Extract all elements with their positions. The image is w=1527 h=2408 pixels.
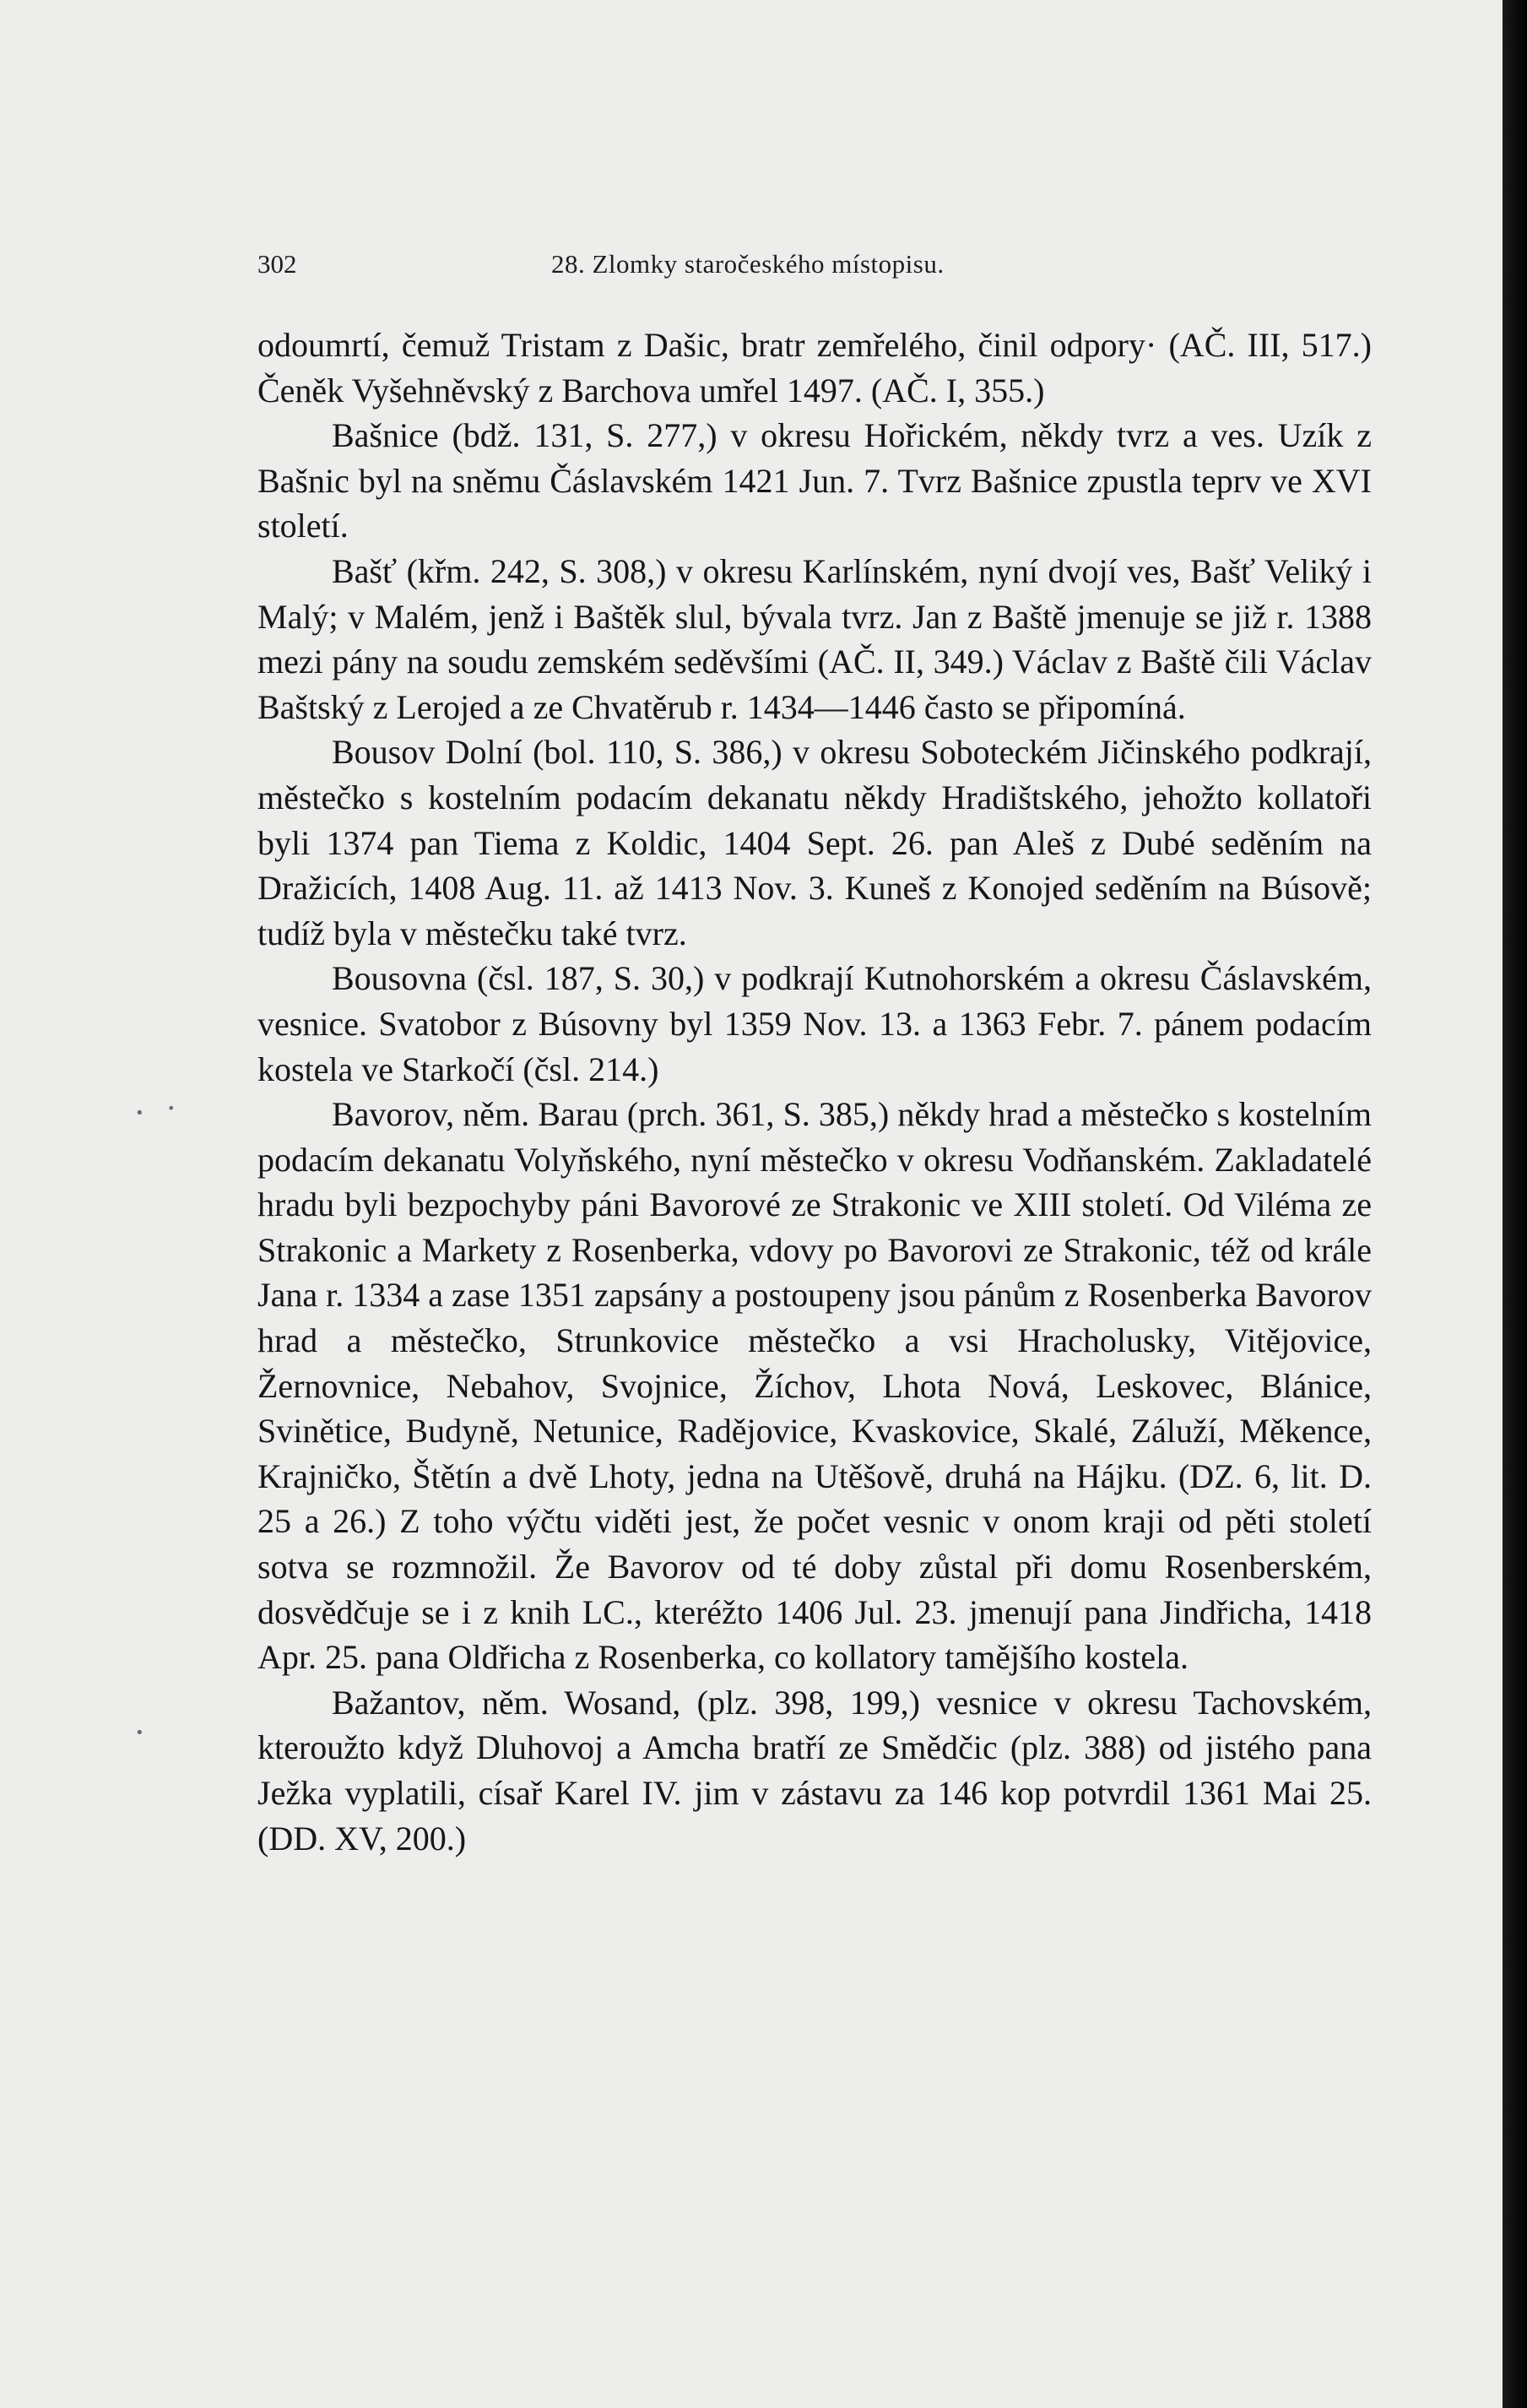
page-edge-shadow: [1503, 0, 1527, 2408]
chapter-title: 28. Zlomky staročeského místopisu.: [551, 249, 945, 279]
running-head: [257, 249, 1068, 287]
margin-speck: •: [135, 1104, 144, 1122]
entry-bavorov: Bavorov, něm. Barau (prch. 361, S. 385,) někdy hrad a městečko s kostelním podacím dekanatu Volyňského, nyní městečko v okresu Vodňanském. Zakladatelé hradu byli bezpochyby páni Bavorové ze Strakonic ve XIII století. Od Viléma ze Strakonic a Markety z Rosenberka, vdovy po Bavorovi ze Strakonic, též od krále Jana r. 1334 a zase 1351 zapsány a postoupeny jsou pánům z Rosenberka Bavorov hrad a městečko, Strunkovice městečko a vsi Hracholusky, Vitějovice, Žernovnice, Nebahov, Svojnice, Žíchov, Lhota Nová, Leskovec, Blánice, Svinětice, Budyně, Netunice, Radějovice, Kvaskovice, Skalé, Záluží, Měkence, Krajničko, Štětín a dvě Lhoty, jedna na Utěšově, druhá na Hájku. (DZ. 6, lit. D. 25 a 26.) Z toho výčtu viděti jest, že počet vesnic v onom kraji od pěti století sotva se rozmnožil. Že Bavorov od té doby zůstal při domu Rosenberském, dosvědčuje se i z knih LC., kteréžto 1406 Jul. 23. jmenují pana Jindřicha, 1418 Apr. 25. pana Oldřicha z Rosenberka, co kollatory tamějšího kostela.: [257, 1095, 1372, 1677]
paragraph-continuation: odoumrtí, čemuž Tristam z Dašic, bratr zemřelého, činil odpory· (AČ. III, 517.) Čeněk Vyšehněvský z Barchova umřel 1497. (AČ. I, 355.): [257, 326, 1372, 409]
page-number: 302: [257, 249, 297, 279]
margin-speck: •: [135, 1724, 144, 1742]
entry-bousovna: Bousovna (čsl. 187, S. 30,) v podkrají Kutnohorském a okresu Čáslavském, vesnice. Svatobor z Búsovny byl 1359 Nov. 13. a 1363 Febr. 7. pánem podacím kostela ve Starkočí (čsl. 214.): [257, 959, 1372, 1088]
entry-bousov-dolni: Bousov Dolní (bol. 110, S. 386,) v okresu Soboteckém Jičinského podkrají, městečko s kostelním podacím dekanatu někdy Hradištského, jehožto kollatoři byli 1374 pan Tiema z Koldic, 1404 Sept. 26. pan Aleš z Dubé seděním na Dražicích, 1408 Aug. 11. až 1413 Nov. 3. Kuneš z Konojed seděním na Búsově; tudíž byla v městečku také tvrz.: [257, 733, 1372, 952]
entry-bazantov: Bažantov, něm. Wosand, (plz. 398, 199,) vesnice v okresu Tachovském, kteroužto když Dluhovoj a Amcha bratří ze Smědčic (plz. 388) od jistého pana Ježka vyplatili, císař Karel IV. jim v zástavu za 146 kop potvrdil 1361 Mai 25. (DD. XV, 200.): [257, 1683, 1372, 1858]
body-text: [257, 323, 1372, 1861]
margin-speck: •: [167, 1100, 176, 1116]
entry-basnice: Bašnice (bdž. 131, S. 277,) v okresu Hořickém, někdy tvrz a ves. Uzík z Bašnic byl na sněmu Čáslavském 1421 Jun. 7. Tvrz Bašnice zpustla teprv ve XVI století.: [257, 416, 1372, 545]
entry-bast: Bašť (křm. 242, S. 308,) v okresu Karlínském, nyní dvojí ves, Bašť Veliký i Malý; v Malém, jenž i Baštěk slul, bývala tvrz. Jan z Baště jmenuje se již r. 1388 mezi pány na soudu zemském seděvšími (AČ. II, 349.) Václav z Baště čili Václav Baštský z Lerojed a ze Chvatěrub r. 1434—1446 často se připomíná.: [257, 551, 1372, 726]
